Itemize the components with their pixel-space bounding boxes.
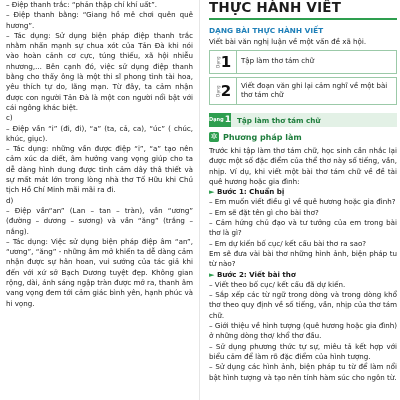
column-divider — [199, 0, 200, 400]
body-paragraph: – Sử dụng các hình ảnh, biện pháp tu từ để làm nổi bật hình tượng và tạo nên tính hàm súc cho ngôn từ. — [209, 362, 397, 382]
body-paragraph: – Em sẽ đặt tên gì cho bài thơ? — [209, 207, 319, 217]
section-bar — [209, 113, 397, 127]
left-line: – Điệp thanh bằng: “Giang hồ mê chơi quên quê hương”. — [6, 10, 193, 30]
tab-label: Dạng — [215, 56, 221, 68]
task-tab — [210, 51, 237, 73]
intro-text: Viết bài văn nghị luận về một vấn đề xã hội. — [209, 37, 367, 46]
left-line: c) — [6, 113, 13, 123]
section-badge — [209, 113, 231, 127]
tab-label: Dạng — [215, 85, 221, 97]
body-paragraph: – Sử dụng phương thức tự sự, miêu tả kết hợp với biểu cảm để làm rõ đặc điểm của hình tượng. — [209, 341, 397, 361]
left-line: – Tác dụng: những vần được điệp “i”, “a” tạo nên cảm xúc da diết, âm hưởng vang vọng giúp cho ta dễ dàng hình dung được tình cảm dây thâ thiết và sự mất mát lớn trong lòng nhà thơ Tố Hữu khi Chủ tịch Hồ Chí Minh mãi mãi ra đi. — [6, 144, 193, 195]
body-paragraph: – Viết theo bố cục/ kết cấu đã dự kiến. — [209, 279, 346, 289]
step-arrow-icon: ► — [209, 187, 217, 197]
left-line: – Điệp vần“an” (Lan – tan – tràn), vần “ương” (đường – dương – sương) và vần “ăng” (trắng – nắng). — [6, 205, 193, 236]
left-line: – Tác dụng: Sử dụng biện pháp điệp thanh trắc nhằm nhấn mạnh sự chua xót của Tản Đà khi nói vào hoàn cảnh cơ cực, túng thiếu, xã hội nhiễu nhương,... Bên cạnh đó, việc sử dụng điệp thanh bằng cho thấy ông là một thi sĩ phong tình tài hoa, yêu thích tự do, lãng mạn. Từ đây, ta cảm nhận được con người Tản Đà là một con người nổi bật với cái ngông khác biệt. — [6, 30, 193, 112]
step-heading — [209, 187, 397, 197]
task-tab — [210, 78, 237, 104]
task-box-1 — [209, 50, 397, 74]
section-title: Tập làm thơ tám chữ — [237, 115, 321, 125]
method-body — [209, 146, 397, 383]
gear-icon: ✲ — [210, 132, 218, 141]
step-text: Bước 2: Viết bài thơ — [216, 269, 296, 279]
method-title: Phương pháp làm — [223, 132, 302, 142]
step-heading — [209, 270, 397, 280]
left-line: d) — [6, 195, 14, 205]
body-paragraph: Em sẽ đưa vài bài thơ những hình ảnh, biện pháp tu từ nào? — [209, 248, 397, 269]
step-arrow-icon: ► — [209, 269, 217, 279]
body-paragraph: – Cảm hứng chủ đạo và tư tưởng của em trong bài thơ là gì? — [209, 218, 397, 238]
task-number: 2 — [220, 82, 232, 100]
method-heading — [209, 132, 397, 142]
step-text: Bước 1: Chuẩn bị — [216, 187, 285, 197]
body-paragraph: – Sắp xếp các từ ngữ trong dòng và trong dòng khổ thơ theo quy định về số tiếng, vần, nhịp của thơ tám chữ. — [209, 290, 397, 320]
body-paragraph: – Em dự kiến bố cục/ kết cấu bài thơ ra sao? — [209, 238, 367, 248]
body-paragraph: – Em muốn viết điều gì về quê hương hoặc gia đình? — [209, 197, 396, 207]
left-line: – Điệp thanh trắc: “phản thập chí khí uất”. — [6, 0, 158, 9]
right-column — [209, 0, 397, 383]
task-number: 1 — [220, 53, 232, 71]
title-rule — [209, 18, 397, 20]
body-paragraph: Trước khi tập làm thơ tám chữ, học sinh cần nhắc lại được một số đặc điểm của thể thơ này số tiếng, vần, nhịp. Ví dụ, khi viết một bài thơ tám chữ về đề tài quê hương hoặc gia đình: — [209, 146, 397, 186]
badge-number: 1 — [224, 115, 231, 125]
badge-word: Dạng — [209, 117, 224, 123]
page-title: THỰC HÀNH VIẾT — [209, 0, 342, 16]
left-line: – Tác dụng: Việc sử dụng biện pháp điệp âm “an”, “ương”, “ăng” - những âm mở khiến ta dễ dàng cảm nhận được sự hân hoan, vui sướng của tác giả khi đến với xứ sở Bạch Dương tuyệt đẹp. Không gian rộng, dài, ánh sáng ngập tràn được mở ra, thanh âm vang vọng đem tới cảm giác bình yên, hạnh phúc và hi vọng. — [6, 236, 193, 308]
left-line: – Điệp vần “i” (đi, đi), “a” (ta, cả, ca), “úc” ( chúc, khúc, giục). — [6, 123, 193, 143]
task-text: Tập làm thơ tám chữ — [241, 57, 315, 66]
task-box-2 — [209, 77, 397, 105]
body-paragraph: – Giới thiệu về hình tượng (quê hương hoặc gia đình) ở những dòng thơ/ khổ thơ đầu. — [209, 321, 397, 341]
section-subhead: DẠNG BÀI THỰC HÀNH VIẾT — [209, 26, 324, 35]
left-column — [6, 0, 193, 309]
task-text: Viết đoạn văn ghi lại cảm nghĩ về một bài thơ tám chữ — [241, 81, 388, 99]
